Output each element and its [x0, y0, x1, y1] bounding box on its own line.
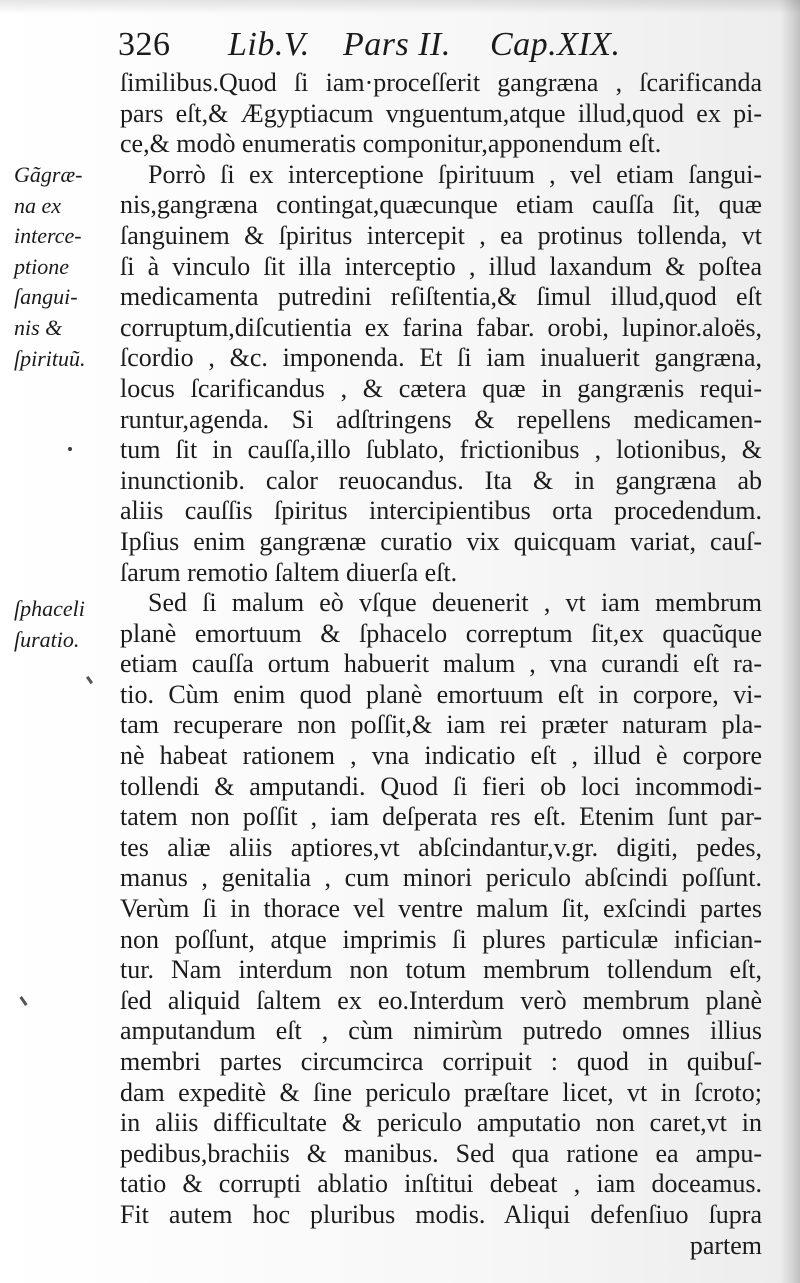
text-line: tam recuperare non poſſit,& iam rei præter naturam pla- [120, 710, 762, 740]
ink-speck [68, 447, 72, 451]
text-line: inunctionib. calor reuocandus. Ita & in gangræna ab [120, 465, 762, 495]
margin-note-line: ptione [14, 253, 69, 279]
text-line: Verùm ſi in thorace vel ventre malum ſit, exſcindi partes [120, 894, 762, 924]
text-line: ſanguinem & ſpiritus intercepit , ea protinus tollenda, vt [120, 220, 762, 250]
ink-mark [86, 676, 93, 684]
margin-note-line: Gãgræ- [14, 162, 83, 187]
page-edge-shadow [780, 0, 800, 1283]
text-line: Sed ſi malum eò vſque deuenerit , vt iam membrum [148, 588, 762, 618]
ink-mark [19, 996, 27, 1006]
margin-note-line: interce- [14, 223, 82, 249]
text-line: nè habeat rationem , vna indicatio eſt , illud è corpore [120, 741, 762, 771]
text-line: aliis cauſſis ſpiritus intercipientibus orta procedendum. [120, 496, 762, 526]
text-line: ſimilibus.Quod ſi iam·proceſſerit gangræna , ſcarificanda [120, 68, 762, 97]
page-number: 326 [118, 26, 171, 63]
text-line: medicamenta putredini reſiſtentia,& ſimul illud,quod eſt [120, 282, 762, 312]
main-text [120, 68, 762, 1261]
text-line: pedibus,brachiis & manibus. Sed qua ratione ea ampu- [120, 1138, 762, 1168]
margin-note-line: ſangui- [14, 284, 78, 310]
margin-note-line: ſpirituũ. [14, 345, 86, 371]
text-line: ſarum remotio ſaltem diuerſa eſt. [120, 557, 458, 587]
text-line: tollendi & amputandi. Quod ſi fieri ob loci incommodi- [120, 771, 762, 801]
text-line: ſed aliquid ſaltem ex eo.Interdum verò membrum planè [120, 985, 762, 1015]
margin-note-line: na ex [14, 192, 62, 218]
text-line: nis,gangræna contingat,quæcunque etiam cauſſa ſit, quæ [120, 190, 762, 220]
text-line: etiam cauſſa ortum habuerit malum , vna curandi eſt ra- [120, 649, 762, 679]
text-line: Fit autem hoc pluribus modis. Aliqui defenſiuo ſupra [120, 1199, 762, 1229]
text-line: in aliis difficultate & periculo amputatio non caret,vt in [120, 1108, 762, 1138]
margin-note-sphacelus [14, 594, 85, 655]
header-part: Pars II. [343, 26, 451, 63]
margin-note-line: ſphaceli [14, 596, 85, 621]
text-line: tes aliæ aliis aptiores,vt abſcindantur,v.gr. digiti, pedes, [120, 832, 762, 862]
text-line: ſcordio , &c. imponenda. Et ſi iam inualuerit gangræna, [120, 343, 762, 373]
text-line: pars eſt,& Ægyptiacum vnguentum,atque illud,quod ex pi- [120, 98, 762, 128]
text-line: amputandum eſt , cùm nimirùm putredo omnes illius [120, 1016, 762, 1046]
text-line: dam expeditè & ſine periculo præſtare licet, vt in ſcroto; [120, 1077, 762, 1107]
text-line: membri partes circumcirca corripuit : quod in quibuſ- [120, 1047, 762, 1076]
margin-note-line: nis & [14, 314, 63, 340]
text-line: Porrò ſi ex interceptione ſpirituum , vel etiam ſangui- [148, 159, 762, 189]
text-line: manus , genitalia , cum minori periculo abſcindi poſſunt. [120, 863, 762, 893]
text-line: tatem non poſſit , iam deſperata res eſt. Etenim ſunt par- [120, 802, 762, 832]
text-line: corruptum,diſcutientia ex farina fabar. orobi, lupinor.aloës, [120, 312, 762, 342]
header-chapter: Cap.XIX. [490, 26, 621, 63]
margin-note-line: ſuratio. [14, 626, 80, 652]
text-line: ſi à vinculo ſit illa interceptio , illud laxandum & poſtea [120, 251, 762, 281]
text-line: non poſſunt, atque imprimis ſi plures particulæ infician- [120, 924, 762, 954]
text-line: tatio & corrupti ablatio inſtitui debeat , iam doceamus. [120, 1169, 762, 1199]
text-line: runtur,agenda. Si adſtringens & repellens medicamen- [120, 404, 762, 434]
text-line: ce,& modò enumeratis componitur,apponendum eſt. [120, 129, 662, 159]
text-line: tum ſit in cauſſa,illo ſublato, frictionibus , lotionibus, & [120, 435, 762, 465]
text-line: Ipſius enim gangrænæ curatio vix quicquam variat, cauſ- [120, 526, 762, 556]
margin-note-gangrene [14, 160, 86, 374]
catchword: partem [689, 1230, 762, 1260]
text-line: tio. Cùm enim quod planè emortuum eſt in corpore, vi- [120, 679, 762, 709]
text-line: tur. Nam interdum non totum membrum tollendum eſt, [120, 955, 762, 985]
running-header [118, 26, 738, 70]
header-book: Lib.V. [228, 26, 310, 63]
text-line: planè emortuum & ſphacelo correptum ſit,ex quacũque [120, 618, 762, 648]
page-top-shadow [0, 0, 800, 14]
text-line: locus ſcarificandus , & cætera quæ in gangrænis requi- [120, 373, 762, 403]
